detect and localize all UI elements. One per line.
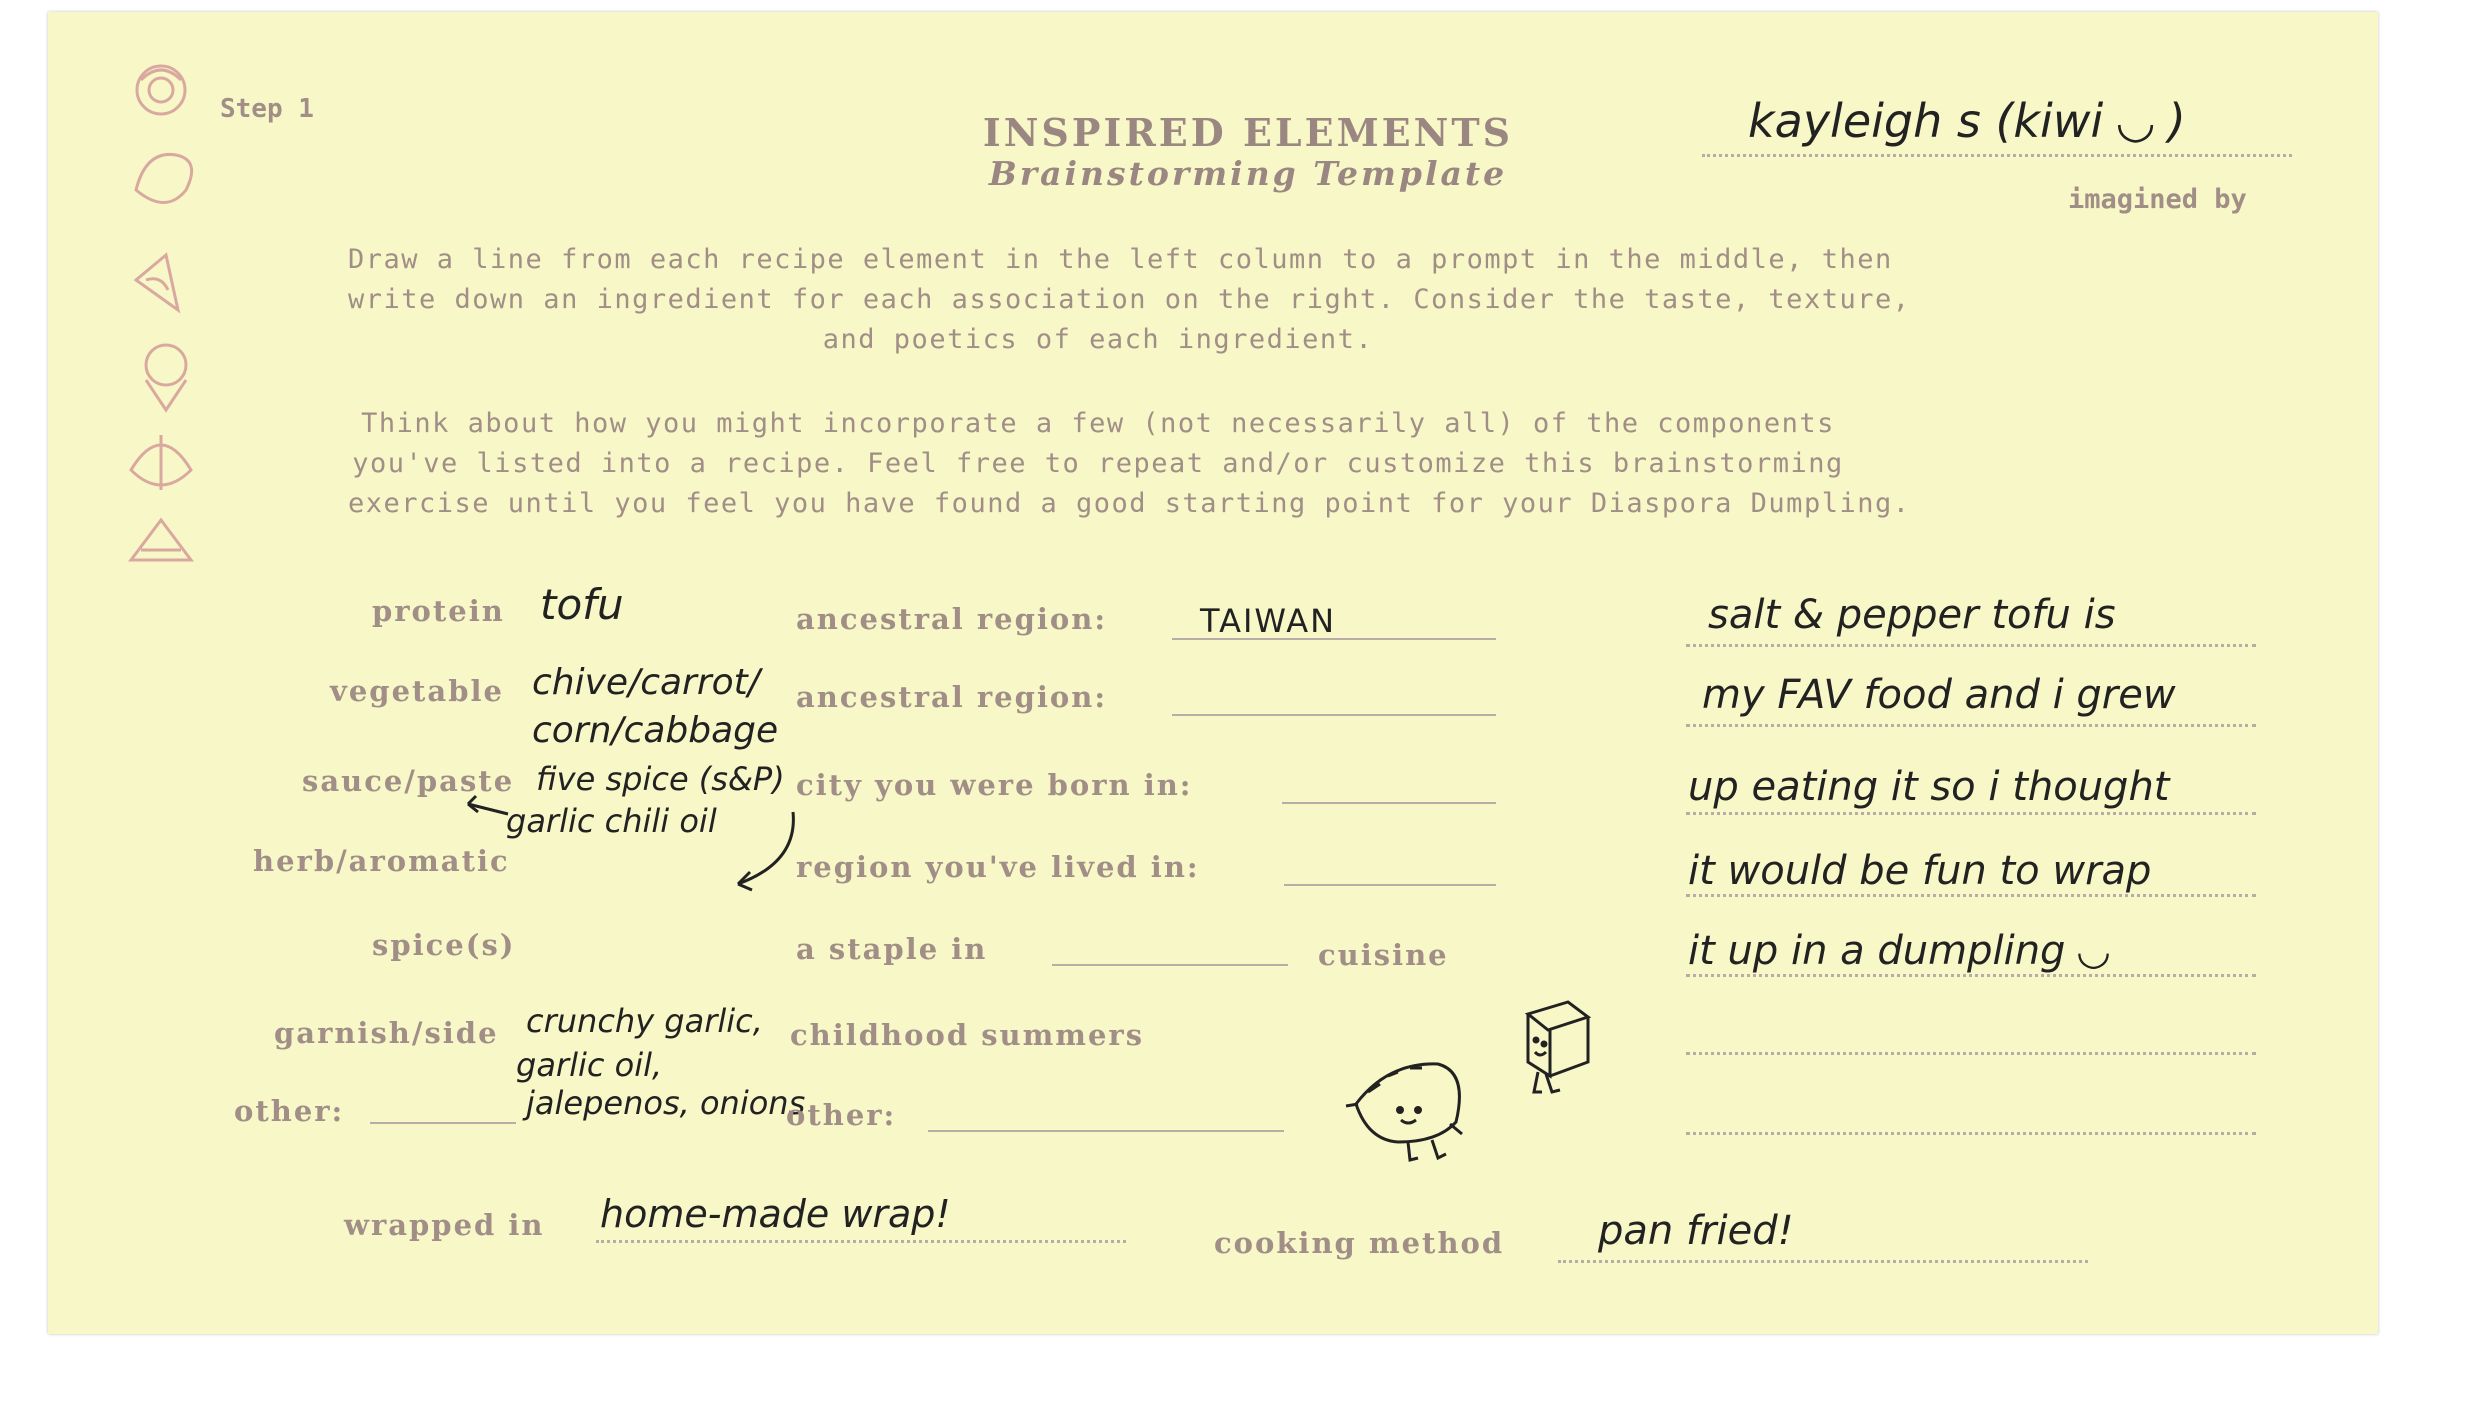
other-middle-label: other:: [786, 1098, 897, 1132]
note-rule-2: [1686, 724, 2256, 727]
instruction-line: and poetics of each ingredient.: [822, 324, 1374, 355]
herb-label: herb/aromatic: [253, 844, 510, 878]
step-label: Step 1: [220, 94, 314, 124]
note-line-4: it would be fun to wrap: [1688, 848, 2152, 894]
page-title: INSPIRED ELEMENTS: [982, 110, 1514, 155]
note-line-5: it up in a dumpling ◡: [1688, 928, 2109, 974]
other-left-label: other:: [234, 1094, 345, 1128]
note-rule-4: [1686, 894, 2256, 897]
cooking-method-label: cooking method: [1214, 1226, 1505, 1260]
region-lived-label: region you've lived in:: [796, 850, 1200, 884]
sauce-value-2: garlic chili oil: [506, 802, 717, 840]
ancestral-region-label-1: ancestral region:: [796, 602, 1108, 636]
instruction-line: Draw a line from each recipe element in the left column to a prompt in the middle, then: [348, 244, 1893, 275]
page-subtitle: Brainstorming Template: [988, 154, 1508, 193]
other-left-line: [370, 1122, 516, 1124]
ancestral-region-line-1: [1172, 638, 1496, 640]
childhood-summers-label: childhood summers: [790, 1018, 1145, 1052]
note-line-3: up eating it so i thought: [1688, 764, 2170, 810]
instruction-line: write down an ingredient for each association on the right. Consider the taste, texture,: [348, 284, 1911, 315]
staple-line: [1052, 964, 1288, 966]
other-middle-line: [928, 1130, 1284, 1132]
spices-label: spice(s): [372, 928, 516, 962]
note-rule-1: [1686, 644, 2256, 647]
tofu-dumpling-doodle-icon: [1338, 992, 1638, 1192]
note-line-2: my FAV food and i grew: [1702, 672, 2176, 718]
wrapped-label: wrapped in: [344, 1208, 545, 1242]
ancestral-region-value-1: TAIWAN: [1200, 602, 1337, 640]
protein-value: tofu: [540, 580, 624, 629]
cooking-method-value: pan fried!: [1598, 1208, 1794, 1254]
ancestral-region-label-2: ancestral region:: [796, 680, 1108, 714]
instructions-paragraph-2: [348, 404, 1911, 524]
ancestral-region-line-2: [1172, 714, 1496, 716]
note-rule-6: [1686, 1052, 2256, 1055]
imagined-by-label: imagined by: [2068, 184, 2247, 215]
brainstorming-card: [48, 12, 2378, 1334]
garnish-value-3: jalepenos, onions: [526, 1084, 806, 1122]
vegetable-label: vegetable: [330, 674, 504, 708]
sauce-value: five spice (s&P): [536, 760, 785, 798]
note-rule-3: [1686, 812, 2256, 815]
vegetable-value-2: corn/cabbage: [532, 710, 779, 751]
region-lived-line: [1284, 884, 1496, 886]
garnish-value-1: crunchy garlic,: [526, 1002, 763, 1040]
city-born-label: city you were born in:: [796, 768, 1193, 802]
vegetable-value-1: chive/carrot/: [532, 662, 760, 703]
staple-label: a staple in: [796, 932, 988, 966]
wrapped-line: [596, 1240, 1126, 1243]
instruction-line: Think about how you might incorporate a few (not necessarily all) of the components: [361, 408, 1835, 439]
instruction-line: you've listed into a recipe. Feel free to repeat and/or customize this brainstorming: [352, 448, 1844, 479]
instructions-paragraph-1: [348, 240, 1911, 360]
cuisine-label: cuisine: [1318, 938, 1449, 972]
note-rule-7: [1686, 1132, 2256, 1135]
note-line-1: salt & pepper tofu is: [1708, 592, 2116, 638]
author-line: [1702, 154, 2292, 157]
instruction-line: exercise until you feel you have found a good starting point for your Diaspora Dumpling.: [348, 488, 1911, 519]
dumpling-doodles-icon: [106, 50, 226, 570]
note-rule-5: [1686, 974, 2256, 977]
garnish-value-2: garlic oil,: [516, 1046, 663, 1084]
garnish-label: garnish/side: [274, 1016, 499, 1050]
protein-label: protein: [372, 594, 505, 628]
author-name: kayleigh s (kiwi ◡ ): [1748, 94, 2186, 148]
wrapped-value: home-made wrap!: [600, 1192, 951, 1236]
city-born-line: [1282, 802, 1496, 804]
cooking-method-line: [1558, 1260, 2088, 1263]
sauce-label: sauce/paste: [302, 764, 515, 798]
